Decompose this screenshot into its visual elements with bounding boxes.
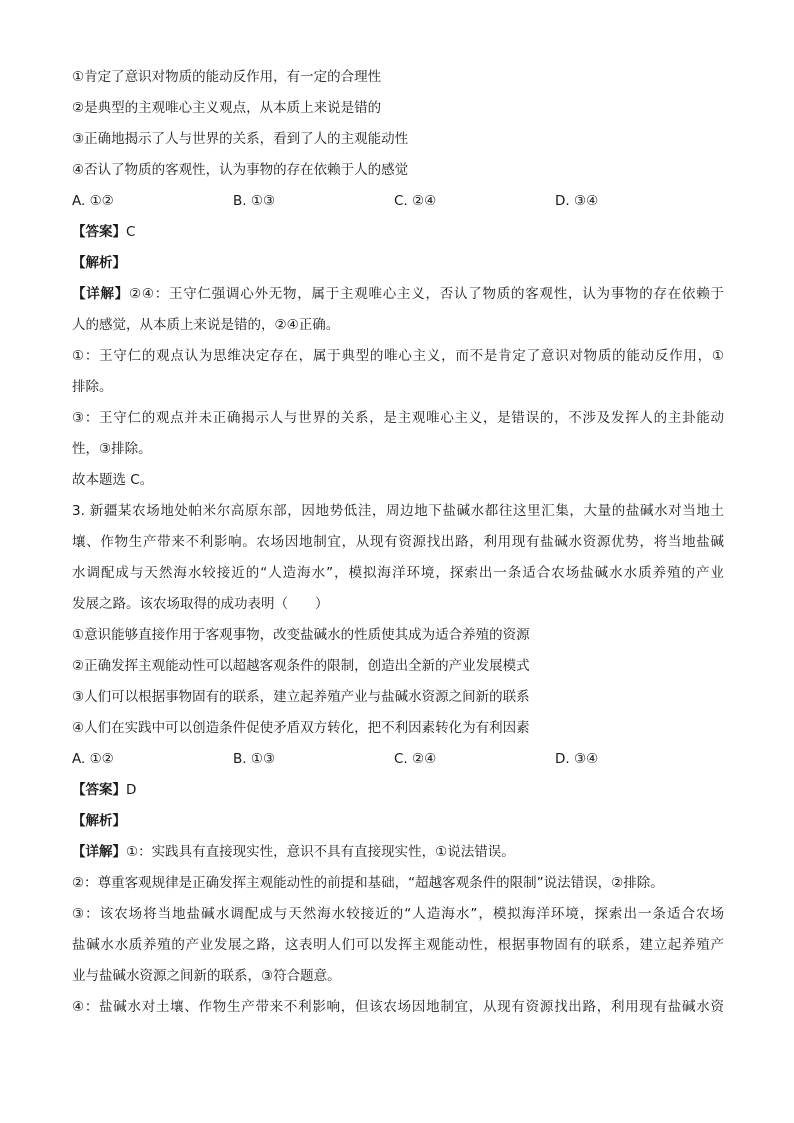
q2-analysis-tag: 【解析】	[72, 255, 126, 271]
q2-choice-c: C. ②④	[394, 193, 437, 209]
q3-analysis-heading	[72, 806, 724, 837]
q3-detail-line-5: 业与盐碱水资源之间新的联系，③符合题意。	[72, 968, 341, 984]
q3-answer	[72, 775, 724, 806]
q2-detail	[72, 279, 724, 496]
q3-analysis-tag: 【解析】	[72, 813, 126, 829]
q2-detail-line-3: ①：王守仁的观点认为思维决定存在，属于典型的唯心主义，而不是肯定了意识对物质的能动反作用，①	[72, 348, 724, 364]
q2-answer-value: C	[126, 224, 136, 240]
q3-stem	[72, 496, 724, 620]
q2-answer	[72, 217, 724, 248]
q3-choice-d: D. ③④	[555, 751, 599, 767]
q3-choice-c: C. ②④	[394, 751, 437, 767]
q3-detail-line-4: 盐碱水水质养殖的产业发展之路，这表明人们可以发挥主观能动性，根据事物固有的联系，建立起养殖产	[72, 937, 724, 953]
q3-detail-line-2: ②：尊重客观规律是正确发挥主观能动性的前提和基础，“超越客观条件的限制”说法错误，②排除。	[72, 875, 664, 891]
q2-choice-a: A. ①②	[72, 193, 114, 209]
q3-option-3: ③人们可以根据事物固有的联系，建立起养殖产业与盐碱水资源之间新的联系	[72, 689, 530, 705]
q3-detail	[72, 837, 724, 1023]
q3-option-1: ①意识能够直接作用于客观事物，改变盐碱水的性质使其成为适合养殖的资源	[72, 627, 530, 643]
q3-choice-b: B. ①③	[233, 751, 276, 767]
q3-detail-tag: 【详解】	[72, 844, 126, 860]
q2-detail-line-5: ③：王守仁的观点并未正确揭示人与世界的关系，是主观唯心主义，是错误的，不涉及发挥人的主卦能动	[72, 410, 724, 426]
q2-detail-text-1: ②④：王守仁强调心外无物，属于主观唯心主义，否认了物质的客观性，认为事物的存在依赖于	[129, 286, 724, 302]
q3-stem-line-4: 发展之路。该农场取得的成功表明（ ）	[72, 596, 329, 612]
q2-choice-b: B. ①③	[233, 193, 276, 209]
q2-detail-line-4: 排除。	[72, 379, 113, 395]
q2-detail-line-2: 人的感觉，从本质上来说是错的，②④正确。	[72, 317, 340, 333]
q3-detail-line-6: ④：盐碱水对土壤、作物生产带来不利影响，但该农场因地制宜，从现有资源找出路，利用现有盐碱水资	[72, 999, 724, 1015]
q2-detail-line-6: 性，③排除。	[72, 441, 152, 457]
document-page	[72, 62, 724, 1023]
q2-choice-d: D. ③④	[555, 193, 599, 209]
q3-detail-line-1	[72, 837, 724, 868]
q2-detail-line-1	[72, 279, 724, 310]
q3-detail-text-1: ①：实践具有直接现实性，意识不具有直接现实性，①说法错误。	[126, 844, 515, 860]
q3-stem-line-3: 水调配成与天然海水较接近的“人造海水”，模拟海洋环境，探索出一条适合农场盐碱水水质养殖的产业	[72, 565, 724, 581]
q3-answer-value: D	[126, 782, 137, 798]
q2-option-1: ①肯定了意识对物质的能动反作用，有一定的合理性	[72, 69, 382, 85]
q3-choice-a: A. ①②	[72, 751, 114, 767]
q2-detail-line-7: 故本题选 C。	[72, 472, 154, 488]
q2-options	[72, 62, 724, 186]
q3-detail-line-3: ③：该农场将当地盐碱水调配成与天然海水较接近的“人造海水”，模拟海洋环境，探索出一条适合农场	[72, 906, 724, 922]
q2-analysis-heading	[72, 248, 724, 279]
q2-detail-tag: 【详解】	[72, 286, 130, 302]
q2-option-4: ④否认了物质的客观性，认为事物的存在依赖于人的感觉	[72, 162, 409, 178]
q3-stem-line-2: 壤、作物生产带来不利影响。农场因地制宜，从现有资源找出路，利用现有盐碱水资源优势，将当地盐碱	[72, 534, 724, 550]
q3-stem-line-1: 3. 新疆某农场地处帕米尔高原东部，因地势低洼，周边地下盐碱水都往这里汇集，大量的盐碱水对当地土	[72, 503, 724, 519]
q3-option-4: ④人们在实践中可以创造条件促使矛盾双方转化，把不利因素转化为有利因素	[72, 720, 530, 736]
q3-choices	[72, 744, 724, 775]
q3-answer-tag: 【答案】	[72, 782, 126, 798]
q3-option-2: ②正确发挥主观能动性可以超越客观条件的限制，创造出全新的产业发展模式	[72, 658, 530, 674]
q2-answer-tag: 【答案】	[72, 224, 126, 240]
q2-choices	[72, 186, 724, 217]
q2-option-3: ③正确地揭示了人与世界的关系，看到了人的主观能动性	[72, 131, 409, 147]
q3-options	[72, 620, 724, 744]
q2-option-2: ②是典型的主观唯心主义观点，从本质上来说是错的	[72, 100, 382, 116]
